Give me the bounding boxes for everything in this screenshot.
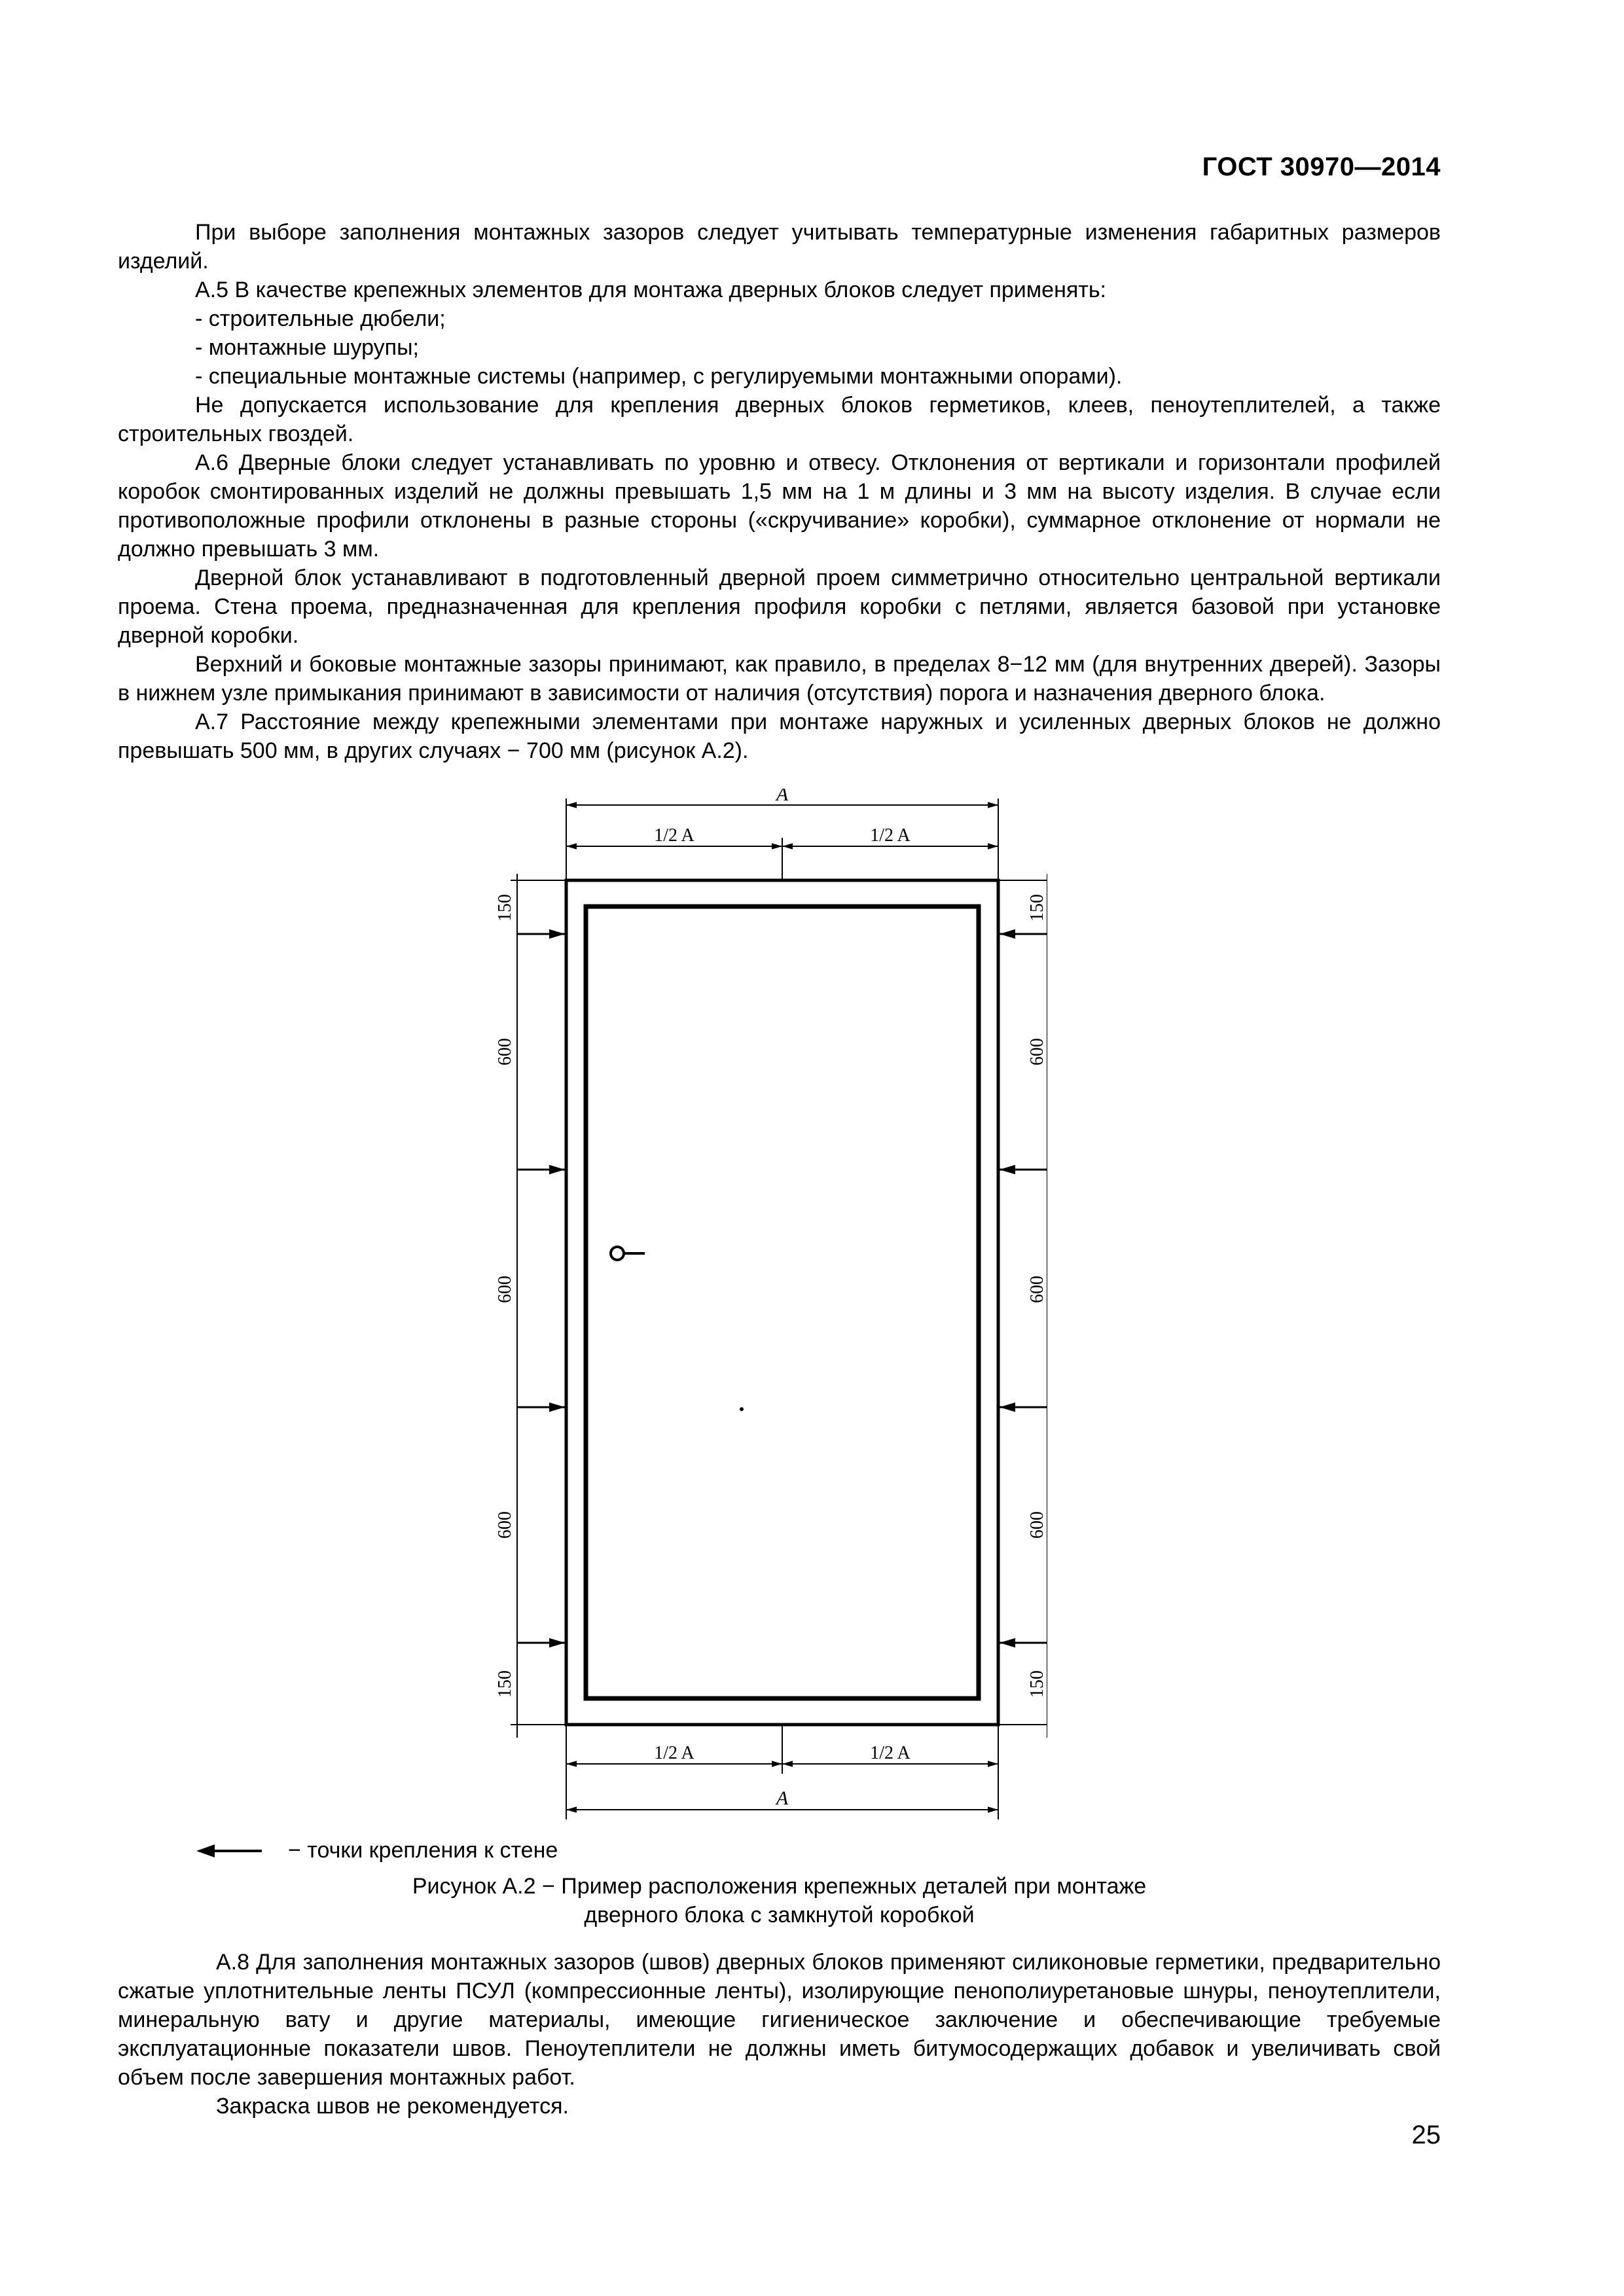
dim-label-600: 600	[495, 1276, 515, 1303]
paragraph: Дверной блок устанавливают в подготовленный дверной проем симметрично относительно центральной вертикали проема. Стена проема, предназначенная для крепления профиля коробки с петлями, является базовой при установке дверной коробки.	[118, 565, 1441, 648]
dim-label-150: 150	[495, 1670, 515, 1698]
door-frame-outline	[566, 880, 998, 1725]
dim-label-150: 150	[1027, 894, 1047, 922]
figure-legend	[196, 1838, 558, 1863]
dim-label-600: 600	[1027, 1038, 1047, 1066]
list-item: - специальные монтажные системы (например, с регулируемыми монтажными опорами).	[195, 364, 1123, 389]
text-block-top	[118, 218, 1441, 765]
dim-label-half-a: 1/2 A	[654, 1743, 695, 1763]
dim-label-half-a: 1/2 A	[870, 825, 911, 846]
paragraph: А.5 В качестве крепежных элементов для монтажа дверных блоков следует применять:	[195, 278, 1106, 302]
list-item: - монтажные шурупы;	[195, 335, 419, 360]
dim-label-600: 600	[1027, 1511, 1047, 1539]
paragraph: Не допускается использование для крепления дверных блоков герметиков, клеев, пеноутеплителей, а также строительных гвоздей.	[118, 393, 1441, 446]
paragraph: А.6 Дверные блоки следует устанавливать по уровню и отвесу. Отклонения от вертикали и горизонтали профилей коробок смонтированных изделий не должны превышать 1,5 мм на 1 м длины и 3 мм на высоту изделия. В случае если противоположные профили отклонены в разные стороны («скручивание» коробки), суммарное отклонение от нормали не должно превышать 3 мм.	[118, 450, 1441, 562]
text-block-bottom	[118, 1948, 1441, 2121]
dim-label-a-top: A	[776, 789, 789, 805]
paragraph: А.8 Для заполнения монтажных зазоров (швов) дверных блоков применяют силиконовые герметики, предварительно сжатые уплотнительные ленты ПСУЛ (компрессионные ленты), изолирующие пенополиуретановые шнуры, пеноутеплители, минеральную вату и другие материалы, имеющие гигиеническое заключение и обеспечивающие требуемые эксплуатационные показатели швов. Пеноутеплители не должны иметь битумосодержащих добавок и увеличивать свой объем после завершения монтажных работ.	[118, 1950, 1441, 2090]
door-drawing-svg	[458, 789, 1047, 1836]
dim-label-150: 150	[1027, 1670, 1047, 1698]
dim-label-half-a: 1/2 A	[654, 825, 695, 846]
dim-label-150: 150	[495, 894, 515, 922]
dim-label-600: 600	[495, 1511, 515, 1539]
paragraph: А.7 Расстояние между крепежными элементами при монтаже наружных и усиленных дверных блоков не должно превышать 500 мм, в других случаях − 700 мм (рисунок А.2).	[118, 709, 1441, 763]
page-number: 25	[1411, 2121, 1441, 2149]
paragraph: Верхний и боковые монтажные зазоры принимают, как правило, в пределах 8−12 мм (для внутренних дверей). Зазоры в нижнем узле примыкания принимают в зависимости от наличия (отсутствия) порога и назначения дверного блока.	[118, 652, 1441, 706]
door-handle-icon	[611, 1247, 624, 1260]
document-code: ГОСТ 30970—2014	[1202, 152, 1441, 181]
caption-line: Рисунок А.2 − Пример расположения крепежных деталей при монтаже	[412, 1874, 1147, 1899]
caption-line: дверного блока с замкнутой коробкой	[584, 1903, 975, 1928]
dim-label-a-bottom: A	[776, 1787, 789, 1809]
dim-label-600: 600	[1027, 1276, 1047, 1303]
paragraph: Закраска швов не рекомендуется.	[216, 2094, 569, 2119]
dim-label-600: 600	[495, 1038, 515, 1066]
door-block-drawing	[458, 789, 1047, 1836]
list-item: - строительные дюбели;	[195, 306, 446, 331]
dim-label-half-a: 1/2 A	[870, 1743, 911, 1763]
figure-caption	[118, 1872, 1441, 1929]
door-leaf-outline	[586, 906, 979, 1698]
legend-text: − точки крепления к стене	[288, 1838, 558, 1863]
arrow-left-icon	[196, 1841, 262, 1861]
paragraph: При выборе заполнения монтажных зазоров следует учитывать температурные изменения габаритных размеров изделий.	[118, 220, 1441, 274]
